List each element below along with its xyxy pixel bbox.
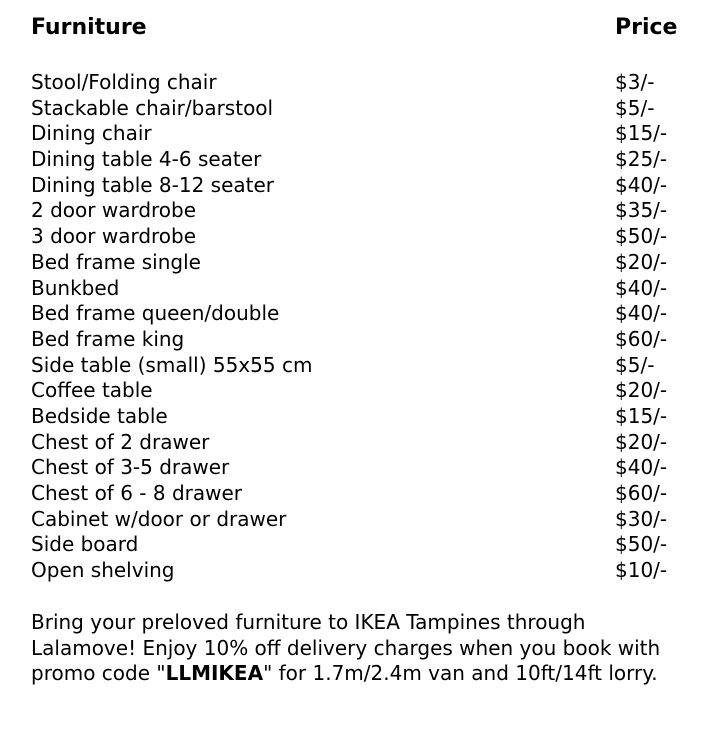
item-price: $50/- xyxy=(615,532,668,557)
item-price: $20/- xyxy=(615,429,668,454)
item-price: $3/- xyxy=(615,70,655,94)
promo-text-before: Bring your preloved furniture to IKEA Tampines through Lalamove! Enjoy 10% off delivery charges when you book with promo code " xyxy=(31,610,661,686)
item-price: $40/- xyxy=(615,455,668,480)
table-row xyxy=(31,96,691,122)
item-name: Bunkbed xyxy=(31,275,120,300)
promo-paragraph xyxy=(31,610,691,687)
table-row xyxy=(31,507,691,533)
item-name: Side table (small) 55x55 cm xyxy=(31,352,313,377)
table-row xyxy=(31,455,691,481)
item-name: Bed frame queen/double xyxy=(31,301,280,326)
item-name: Stackable chair/barstool xyxy=(31,95,274,120)
item-name: Dining table 8-12 seater xyxy=(31,172,275,197)
promo-code: LLMIKEA xyxy=(165,661,264,686)
table-row xyxy=(31,173,691,199)
table-row xyxy=(31,481,691,507)
item-price: $60/- xyxy=(615,481,668,505)
item-name: Cabinet w/door or drawer xyxy=(31,506,287,531)
table-header xyxy=(31,13,680,43)
item-name: Dining table 4-6 seater xyxy=(31,147,262,172)
item-price: $35/- xyxy=(615,198,668,223)
table-row xyxy=(31,224,691,250)
item-price: $15/- xyxy=(615,403,668,428)
item-price: $5/- xyxy=(615,95,655,120)
item-name: Chest of 6 - 8 drawer xyxy=(31,481,242,505)
item-price: $50/- xyxy=(615,224,668,249)
item-price: $20/- xyxy=(615,378,668,403)
item-name: Side board xyxy=(31,532,139,557)
item-name: 2 door wardrobe xyxy=(31,198,197,223)
item-name: Open shelving xyxy=(31,558,175,583)
item-price: $40/- xyxy=(615,172,668,197)
item-name: Bed frame king xyxy=(31,326,185,351)
table-row xyxy=(31,353,691,379)
item-price: $60/- xyxy=(615,326,668,351)
item-name: Coffee table xyxy=(31,378,153,403)
item-name: 3 door wardrobe xyxy=(31,224,197,249)
item-price: $15/- xyxy=(615,121,668,146)
furniture-price-list xyxy=(31,70,691,584)
table-row xyxy=(31,430,691,456)
item-price: $5/- xyxy=(615,352,655,377)
item-name: Bedside table xyxy=(31,403,168,428)
item-name: Chest of 3-5 drawer xyxy=(31,455,230,480)
table-row xyxy=(31,301,691,327)
item-price: $40/- xyxy=(615,275,668,300)
table-row xyxy=(31,250,691,276)
table-row xyxy=(31,532,691,558)
table-row xyxy=(31,558,691,584)
table-row xyxy=(31,404,691,430)
item-name: Chest of 2 drawer xyxy=(31,429,210,454)
table-row xyxy=(31,276,691,302)
item-price: $25/- xyxy=(615,147,668,172)
item-price: $10/- xyxy=(615,558,668,583)
item-price: $20/- xyxy=(615,249,668,274)
price-column-header: Price xyxy=(615,15,678,40)
item-price: $30/- xyxy=(615,506,668,531)
item-name: Dining chair xyxy=(31,121,152,146)
table-row xyxy=(31,147,691,173)
item-name: Bed frame single xyxy=(31,249,201,274)
table-row xyxy=(31,70,691,96)
promo-text-after: " for 1.7m/2.4m van and 10ft/14ft lorry. xyxy=(263,661,658,686)
table-row xyxy=(31,121,691,147)
furniture-column-header: Furniture xyxy=(31,15,147,40)
table-row xyxy=(31,327,691,353)
table-row xyxy=(31,198,691,224)
item-name: Stool/Folding chair xyxy=(31,70,217,94)
item-price: $40/- xyxy=(615,301,668,326)
table-row xyxy=(31,378,691,404)
